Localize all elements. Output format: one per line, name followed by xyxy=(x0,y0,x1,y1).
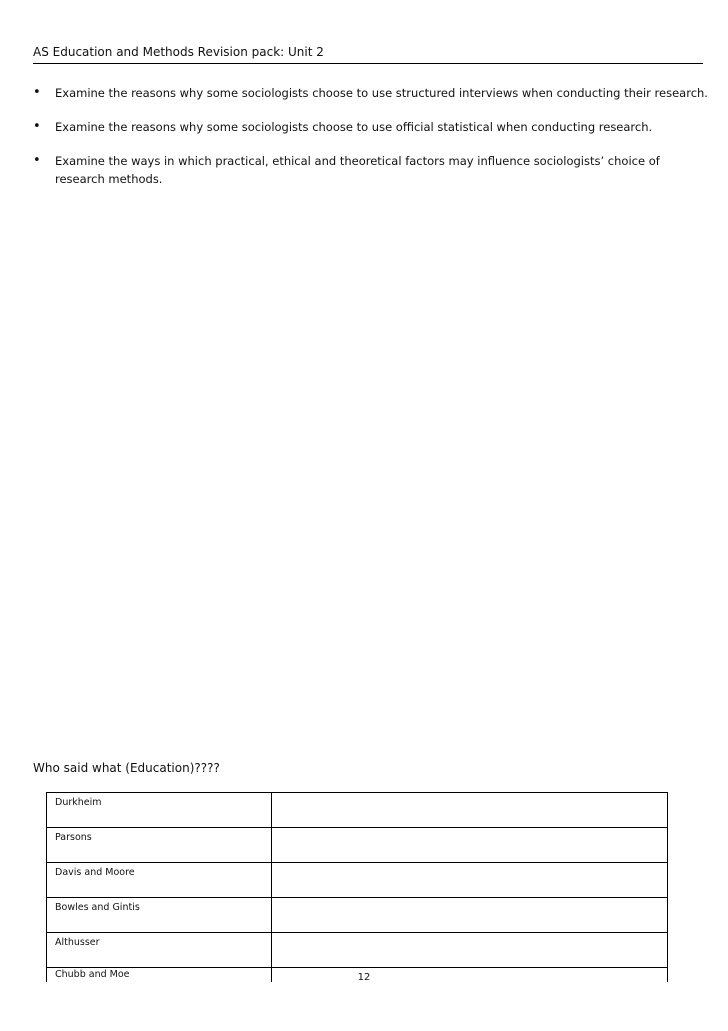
question-text: Examine the ways in which practical, ethical and theoretical factors may influence sociologists’ choice of research methods. xyxy=(55,154,660,186)
bullet-icon: • xyxy=(33,119,41,134)
answer-cell[interactable] xyxy=(272,863,668,898)
sociologist-name: Durkheim xyxy=(47,793,272,828)
question-list xyxy=(33,84,713,204)
question-item xyxy=(33,84,713,102)
sociologist-name: Davis and Moore xyxy=(47,863,272,898)
table-row xyxy=(47,793,668,828)
bullet-icon: • xyxy=(33,153,41,168)
question-text: Examine the reasons why some sociologists choose to use official statistical when conducting research. xyxy=(55,120,653,134)
question-item xyxy=(33,152,713,188)
question-text: Examine the reasons why some sociologists choose to use structured interviews when conducting their research. xyxy=(55,86,708,100)
sociologist-name: Parsons xyxy=(47,828,272,863)
table-row xyxy=(47,863,668,898)
section-title: Who said what (Education)???? xyxy=(33,761,220,775)
answer-cell[interactable] xyxy=(272,933,668,968)
table-row xyxy=(47,898,668,933)
question-item xyxy=(33,118,713,136)
who-said-what-table xyxy=(46,792,668,982)
bullet-icon: • xyxy=(33,85,41,100)
table-row xyxy=(47,933,668,968)
page-number: 12 xyxy=(357,972,371,983)
answer-cell[interactable] xyxy=(272,793,668,828)
table-row xyxy=(47,828,668,863)
sociologist-name: Bowles and Gintis xyxy=(47,898,272,933)
answer-cell[interactable] xyxy=(272,898,668,933)
sociologist-name: Chubb and Moe xyxy=(47,968,272,983)
sociologist-name: Althusser xyxy=(47,933,272,968)
answer-cell[interactable] xyxy=(272,828,668,863)
page-header: AS Education and Methods Revision pack: Unit 2 xyxy=(33,44,703,64)
